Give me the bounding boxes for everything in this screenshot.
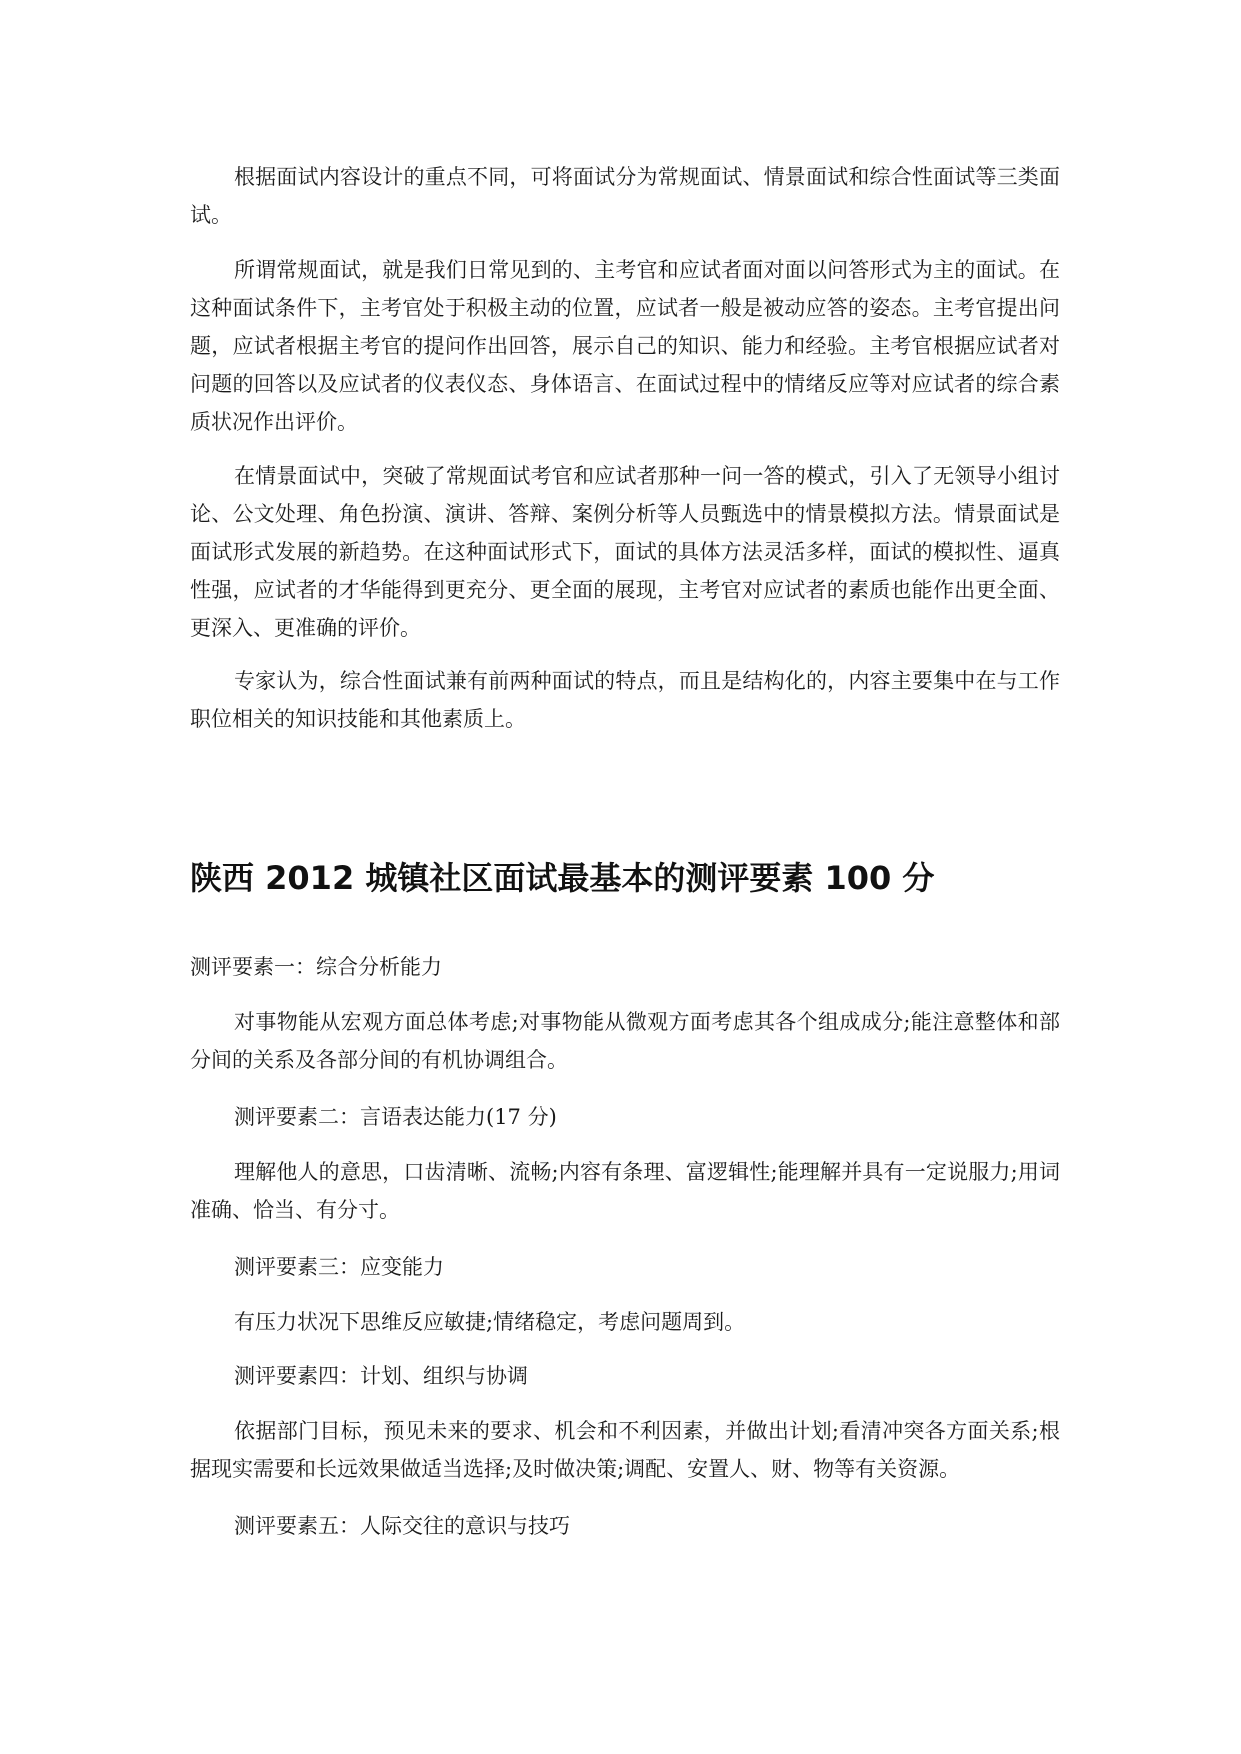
element-4-description (190, 1412, 1060, 1488)
element-1-label-text: 测评要素一：综合分析能力 (190, 955, 442, 979)
intro-paragraph-3 (190, 457, 1060, 647)
element-1-description-text: 对事物能从宏观方面总体考虑;对事物能从微观方面考虑其各个组成成分;能注意整体和部分间的关系及各部分间的有机协调组合。 (190, 1010, 1060, 1072)
element-1-description (190, 1003, 1060, 1079)
element-5-label-text: 测评要素五：人际交往的意识与技巧 (234, 1514, 570, 1538)
element-4-label (190, 1357, 1060, 1395)
element-3-description-text: 有压力状况下思维反应敏捷;情绪稳定，考虑问题周到。 (234, 1310, 746, 1334)
intro-paragraph-3-text: 在情景面试中，突破了常规面试考官和应试者那种一问一答的模式，引入了无领导小组讨论、公文处理、角色扮演、演讲、答辩、案例分析等人员甄选中的情景模拟方法。情景面试是面试形式发展的新趋势。在这种面试形式下，面试的具体方法灵活多样，面试的模拟性、逼真性强，应试者的才华能得到更充分、更全面的展现，主考官对应试者的素质也能作出更全面、更深入、更准确的评价。 (190, 464, 1060, 640)
section-heading (190, 856, 1060, 900)
element-1-label (190, 948, 1060, 986)
intro-paragraph-4 (190, 662, 1060, 738)
element-4-label-text: 测评要素四：计划、组织与协调 (234, 1364, 528, 1388)
element-3-label (190, 1248, 1060, 1286)
element-2-label (190, 1098, 1060, 1136)
element-5-label (190, 1507, 1060, 1545)
element-4-description-text: 依据部门目标，预见未来的要求、机会和不利因素，并做出计划;看清冲突各方面关系;根据现实需要和长远效果做适当选择;及时做决策;调配、安置人、财、物等有关资源。 (190, 1419, 1060, 1481)
element-3-description (190, 1303, 1060, 1341)
intro-paragraph-2-text: 所谓常规面试，就是我们日常见到的、主考官和应试者面对面以问答形式为主的面试。在这种面试条件下，主考官处于积极主动的位置，应试者一般是被动应答的姿态。主考官提出问题，应试者根据主考官的提问作出回答，展示自己的知识、能力和经验。主考官根据应试者对问题的回答以及应试者的仪表仪态、身体语言、在面试过程中的情绪反应等对应试者的综合素质状况作出评价。 (190, 258, 1060, 434)
intro-paragraph-1-text: 根据面试内容设计的重点不同，可将面试分为常规面试、情景面试和综合性面试等三类面试。 (190, 165, 1060, 227)
element-2-description-text: 理解他人的意思，口齿清晰、流畅;内容有条理、富逻辑性;能理解并具有一定说服力;用词准确、恰当、有分寸。 (190, 1160, 1060, 1222)
intro-paragraph-2 (190, 251, 1060, 441)
element-2-label-text: 测评要素二：言语表达能力(17 分) (234, 1105, 557, 1129)
section-title: 陕西 2012 城镇社区面试最基本的测评要素 100 分 (190, 859, 935, 897)
element-3-label-text: 测评要素三：应变能力 (234, 1255, 444, 1279)
intro-paragraph-1 (190, 158, 1060, 234)
intro-paragraph-4-text: 专家认为，综合性面试兼有前两种面试的特点，而且是结构化的，内容主要集中在与工作职位相关的知识技能和其他素质上。 (190, 669, 1060, 731)
element-2-description (190, 1153, 1060, 1229)
